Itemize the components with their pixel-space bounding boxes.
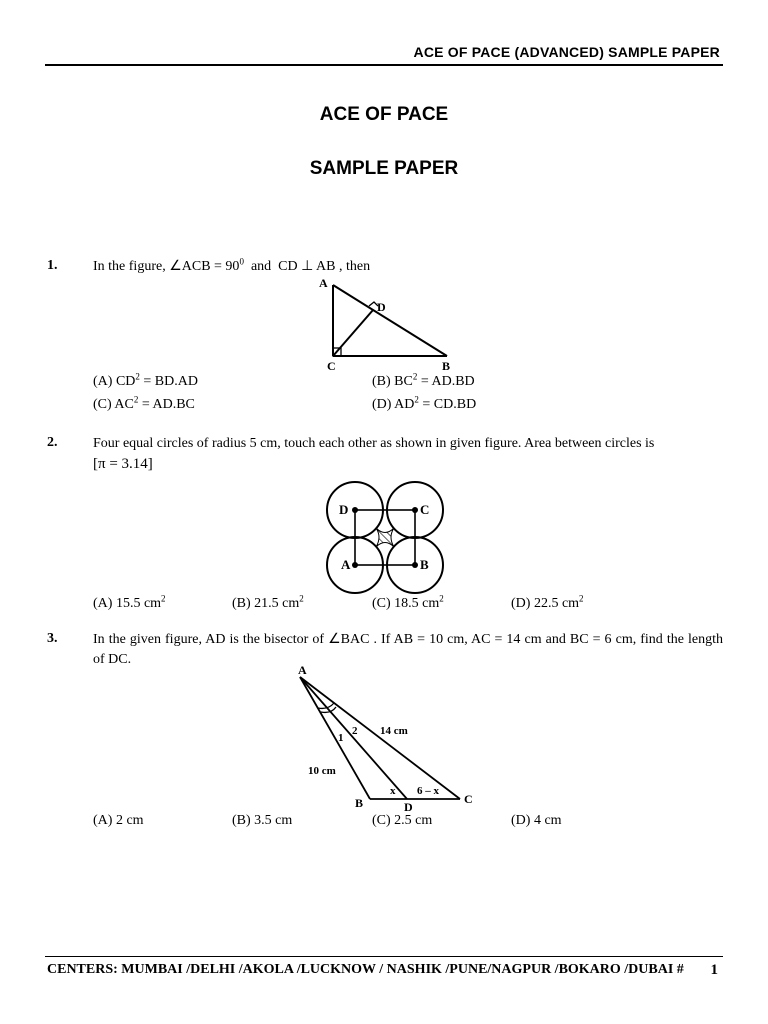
question-2-number: 2. xyxy=(47,435,58,450)
question-1-text: In the figure, ∠ACB = $90^0$ and CD ⊥ AB , then xyxy=(93,256,371,274)
paper-subtitle: SAMPLE PAPER xyxy=(309,158,459,179)
label-b: B xyxy=(442,359,451,373)
side-ab xyxy=(300,677,370,799)
label-c: C xyxy=(464,792,473,806)
question-3-option-b[interactable]: (B) 3.5 cm xyxy=(232,813,293,828)
question-2-text: Four equal circles of radius 5 cm, touch each other as shown in given figure. Area between circles is [π = 3.14] xyxy=(93,436,655,472)
question-2-option-a[interactable]: (A) 15.5 $cm^2$ xyxy=(93,593,166,611)
question-3-option-a[interactable]: (A) 2 cm xyxy=(93,813,144,828)
side-ac xyxy=(300,677,460,799)
question-2-option-c[interactable]: (C) 18.5 $cm^2$ xyxy=(372,593,444,611)
question-2-option-d[interactable]: (D) 22.5 $cm^2$ xyxy=(511,593,584,611)
label-ab-length: 10 cm xyxy=(308,765,336,777)
label-b: B xyxy=(355,796,364,810)
question-1-option-a[interactable]: (A) $CD^2 = BD.AD$ xyxy=(93,371,198,389)
label-d: D xyxy=(404,800,413,814)
bisector-ad xyxy=(300,677,407,799)
question-2-option-b[interactable]: (B) 21.5 $cm^2$ xyxy=(232,593,304,611)
question-3-text: In the given figure, AD is the bisector of ∠BAC . If AB = 10 cm, AC = 14 cm and BC = 6 cm, find the length of DC. xyxy=(93,632,723,667)
label-c: C xyxy=(327,359,336,373)
side-ab xyxy=(333,285,447,356)
center-dot-d xyxy=(352,507,358,513)
label-c: C xyxy=(420,502,430,517)
paper-title: ACE OF PACE xyxy=(319,104,449,125)
question-1-figure xyxy=(310,275,460,375)
question-1-option-b[interactable]: (B) $BC^2 = AD.BD$ xyxy=(372,371,475,389)
label-dc-length: 6 – x xyxy=(417,785,439,797)
question-3-number: 3. xyxy=(47,631,58,646)
label-a: A xyxy=(298,663,307,677)
question-3-option-d[interactable]: (D) 4 cm xyxy=(511,813,562,828)
shaded-region xyxy=(376,528,394,547)
label-ac-length: 14 cm xyxy=(380,725,408,737)
center-dot-a xyxy=(352,562,358,568)
label-d: D xyxy=(339,502,349,517)
label-bd-length: x xyxy=(390,785,396,797)
header-rule xyxy=(45,64,723,66)
question-1-option-d[interactable]: (D) $AD^2 = CD.BD$ xyxy=(372,394,477,412)
question-1-number: 1. xyxy=(47,258,58,273)
question-3-option-c[interactable]: (C) 2.5 cm xyxy=(372,813,433,828)
center-dot-b xyxy=(412,562,418,568)
label-a: A xyxy=(341,557,351,572)
question-3-figure xyxy=(290,662,490,814)
center-dot-c xyxy=(412,507,418,513)
page-number: 1 xyxy=(710,962,718,978)
label-b: B xyxy=(420,557,429,572)
question-1-option-c[interactable]: (C) $AC^2 = AD.BC$ xyxy=(93,394,195,412)
running-header: ACE OF PACE (ADVANCED) SAMPLE PAPER xyxy=(413,44,720,60)
label-a: A xyxy=(319,276,328,290)
question-2-figure xyxy=(320,480,450,595)
angle-label-1: 1 xyxy=(338,732,344,744)
altitude-cd xyxy=(333,310,373,356)
footer-rule xyxy=(45,956,723,957)
footer-centers: CENTERS: MUMBAI /DELHI /AKOLA /LUCKNOW / NASHIK /PUNE/NAGPUR /BOKARO /DUBAI # xyxy=(47,962,684,977)
angle-label-2: 2 xyxy=(352,725,358,737)
label-d: D xyxy=(377,300,386,314)
